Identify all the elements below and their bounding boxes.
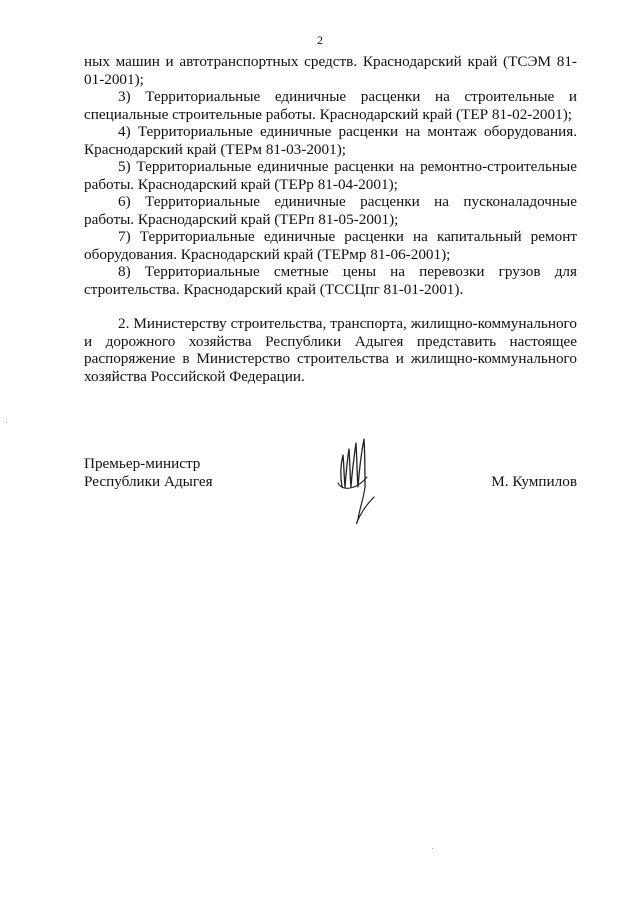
paragraph-section-2: 2. Министерству строительства, транспорта, жилищно-коммунального и дорожного хозяйства Республики Адыгея представить настоящее распоряжение в Министерство строительства и жилищно-коммунального хозяйства Российской Федерации.	[84, 315, 577, 385]
scan-speck	[432, 848, 433, 849]
paragraph-item-4: 4) Территориальные единичные расценки на монтаж оборудования. Краснодарский край (ТЕРм 81-03-2001);	[84, 123, 577, 158]
paragraph-item-3: 3) Территориальные единичные расценки на строительные и специальные строительные работы. Краснодарский край (ТЕР 81-02-2001);	[84, 88, 577, 123]
paragraph-item-8: 8) Территориальные сметные цены на перевозки грузов для строительства. Краснодарский край (ТССЦпг 81-01-2001).	[84, 263, 577, 298]
paragraph-item-7: 7) Территориальные единичные расценки на капитальный ремонт оборудования. Краснодарский край (ТЕРмр 81-06-2001);	[84, 228, 577, 263]
page-number: 2	[317, 33, 323, 47]
paragraph-item-5: 5) Территориальные единичные расценки на ремонтно-строительные работы. Краснодарский край (ТЕРр 81-04-2001);	[84, 158, 577, 193]
handwritten-signature	[334, 425, 384, 530]
signer-title-line-1: Премьер-министр	[84, 455, 201, 472]
signer-title-line-2: Республики Адыгея	[84, 473, 213, 490]
scan-speck	[6, 422, 7, 423]
signature-block	[84, 455, 577, 535]
paragraph-continuation: ных машин и автотранспортных средств. Краснодарский край (ТСЭМ 81-01-2001);	[84, 53, 577, 88]
signer-title	[84, 455, 213, 491]
signer-name: М. Кумпилов	[491, 473, 577, 490]
document-body	[84, 53, 577, 385]
paragraph-item-6: 6) Территориальные единичные расценки на пусконаладочные работы. Краснодарский край (ТЕРп 81-05-2001);	[84, 193, 577, 228]
